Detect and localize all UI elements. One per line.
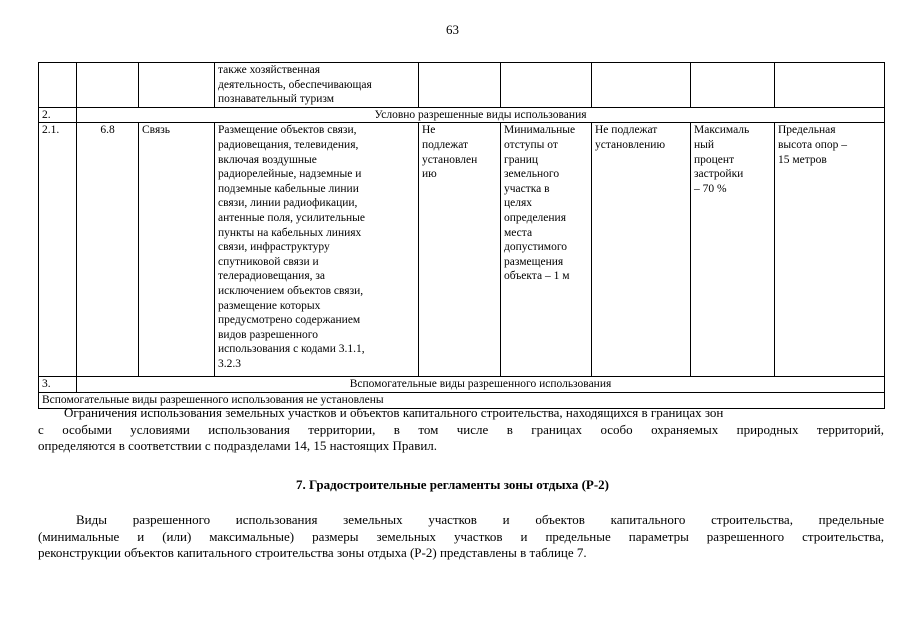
description-line: познавательный туризм	[218, 93, 334, 106]
description-line: деятельность, обеспечивающая	[218, 78, 372, 91]
section-title: Вспомогательные виды разрешенного использования	[77, 377, 885, 393]
setbacks-cell: Минимальные отступы от границ земельного участка в целях определения места допустимого размещения объекта – 1 м	[501, 123, 592, 377]
description-cell: Размещение объектов связи, радиовещания, телевидения, включая воздушные радиорелейные, надземные и подземные кабельные линии связи, линии радиофикации, антенные поля, усилительные пункты на кабельных линиях связи, инфраструктуру спутниковой связи и телерадиовещания, за исключением объектов связи, размещение которых предусмотрено содержанием видов разрешенного использования с кодами 3.1.1, 3.2.3	[215, 123, 419, 377]
floors-cell: Не подлежат установлению	[592, 123, 691, 377]
description-line: также хозяйственная	[218, 64, 320, 76]
coverage-cell: Максималь ный процент застройки – 70 %	[691, 123, 775, 377]
section-header-row	[39, 107, 885, 123]
section-heading: 7. Градостроительные регламенты зоны отдыха (Р-2)	[295, 477, 610, 492]
auxiliary-note: Вспомогательные виды разрешенного использования не установлены	[39, 392, 885, 408]
name-cell	[139, 63, 215, 108]
section-header-row	[39, 377, 885, 393]
code-cell	[77, 63, 139, 108]
min-area-cell: Не подлежат установлен ию	[419, 123, 501, 377]
row-number-cell	[39, 63, 77, 108]
restrictions-paragraph: Ограничения использования земельных участков и объектов капитального строительства, находящихся в границах зон с особыми условиями использования территории, в том числе в границах особо охраняемых природных территорий, определяются в соответствии с подразделами 14, 15 настоящих Правил.	[38, 405, 884, 453]
section-number: 3.	[39, 377, 77, 393]
table-row	[39, 63, 885, 108]
page-number: 63	[446, 22, 459, 37]
height-cell: Предельная высота опор – 15 метров	[775, 123, 885, 377]
description-cell	[215, 63, 419, 108]
intro-paragraph: Виды разрешенного использования земельных участков и объектов капитального строительства, предельные (минимальные и (или) максимальные) размеры земельных участков и предельные параметры разрешенного строительства, реконструкции объектов капитального строительства зоны отдыха (Р-2) представлены в таблице 7.	[38, 512, 884, 560]
section-title: Условно разрешенные виды использования	[77, 107, 885, 123]
row-number-cell: 2.1.	[39, 123, 77, 377]
name-cell: Связь	[139, 123, 215, 377]
land-use-regulations-table	[38, 62, 885, 409]
section-number: 2.	[39, 107, 77, 123]
table-row	[39, 123, 885, 377]
code-cell: 6.8	[77, 123, 139, 377]
